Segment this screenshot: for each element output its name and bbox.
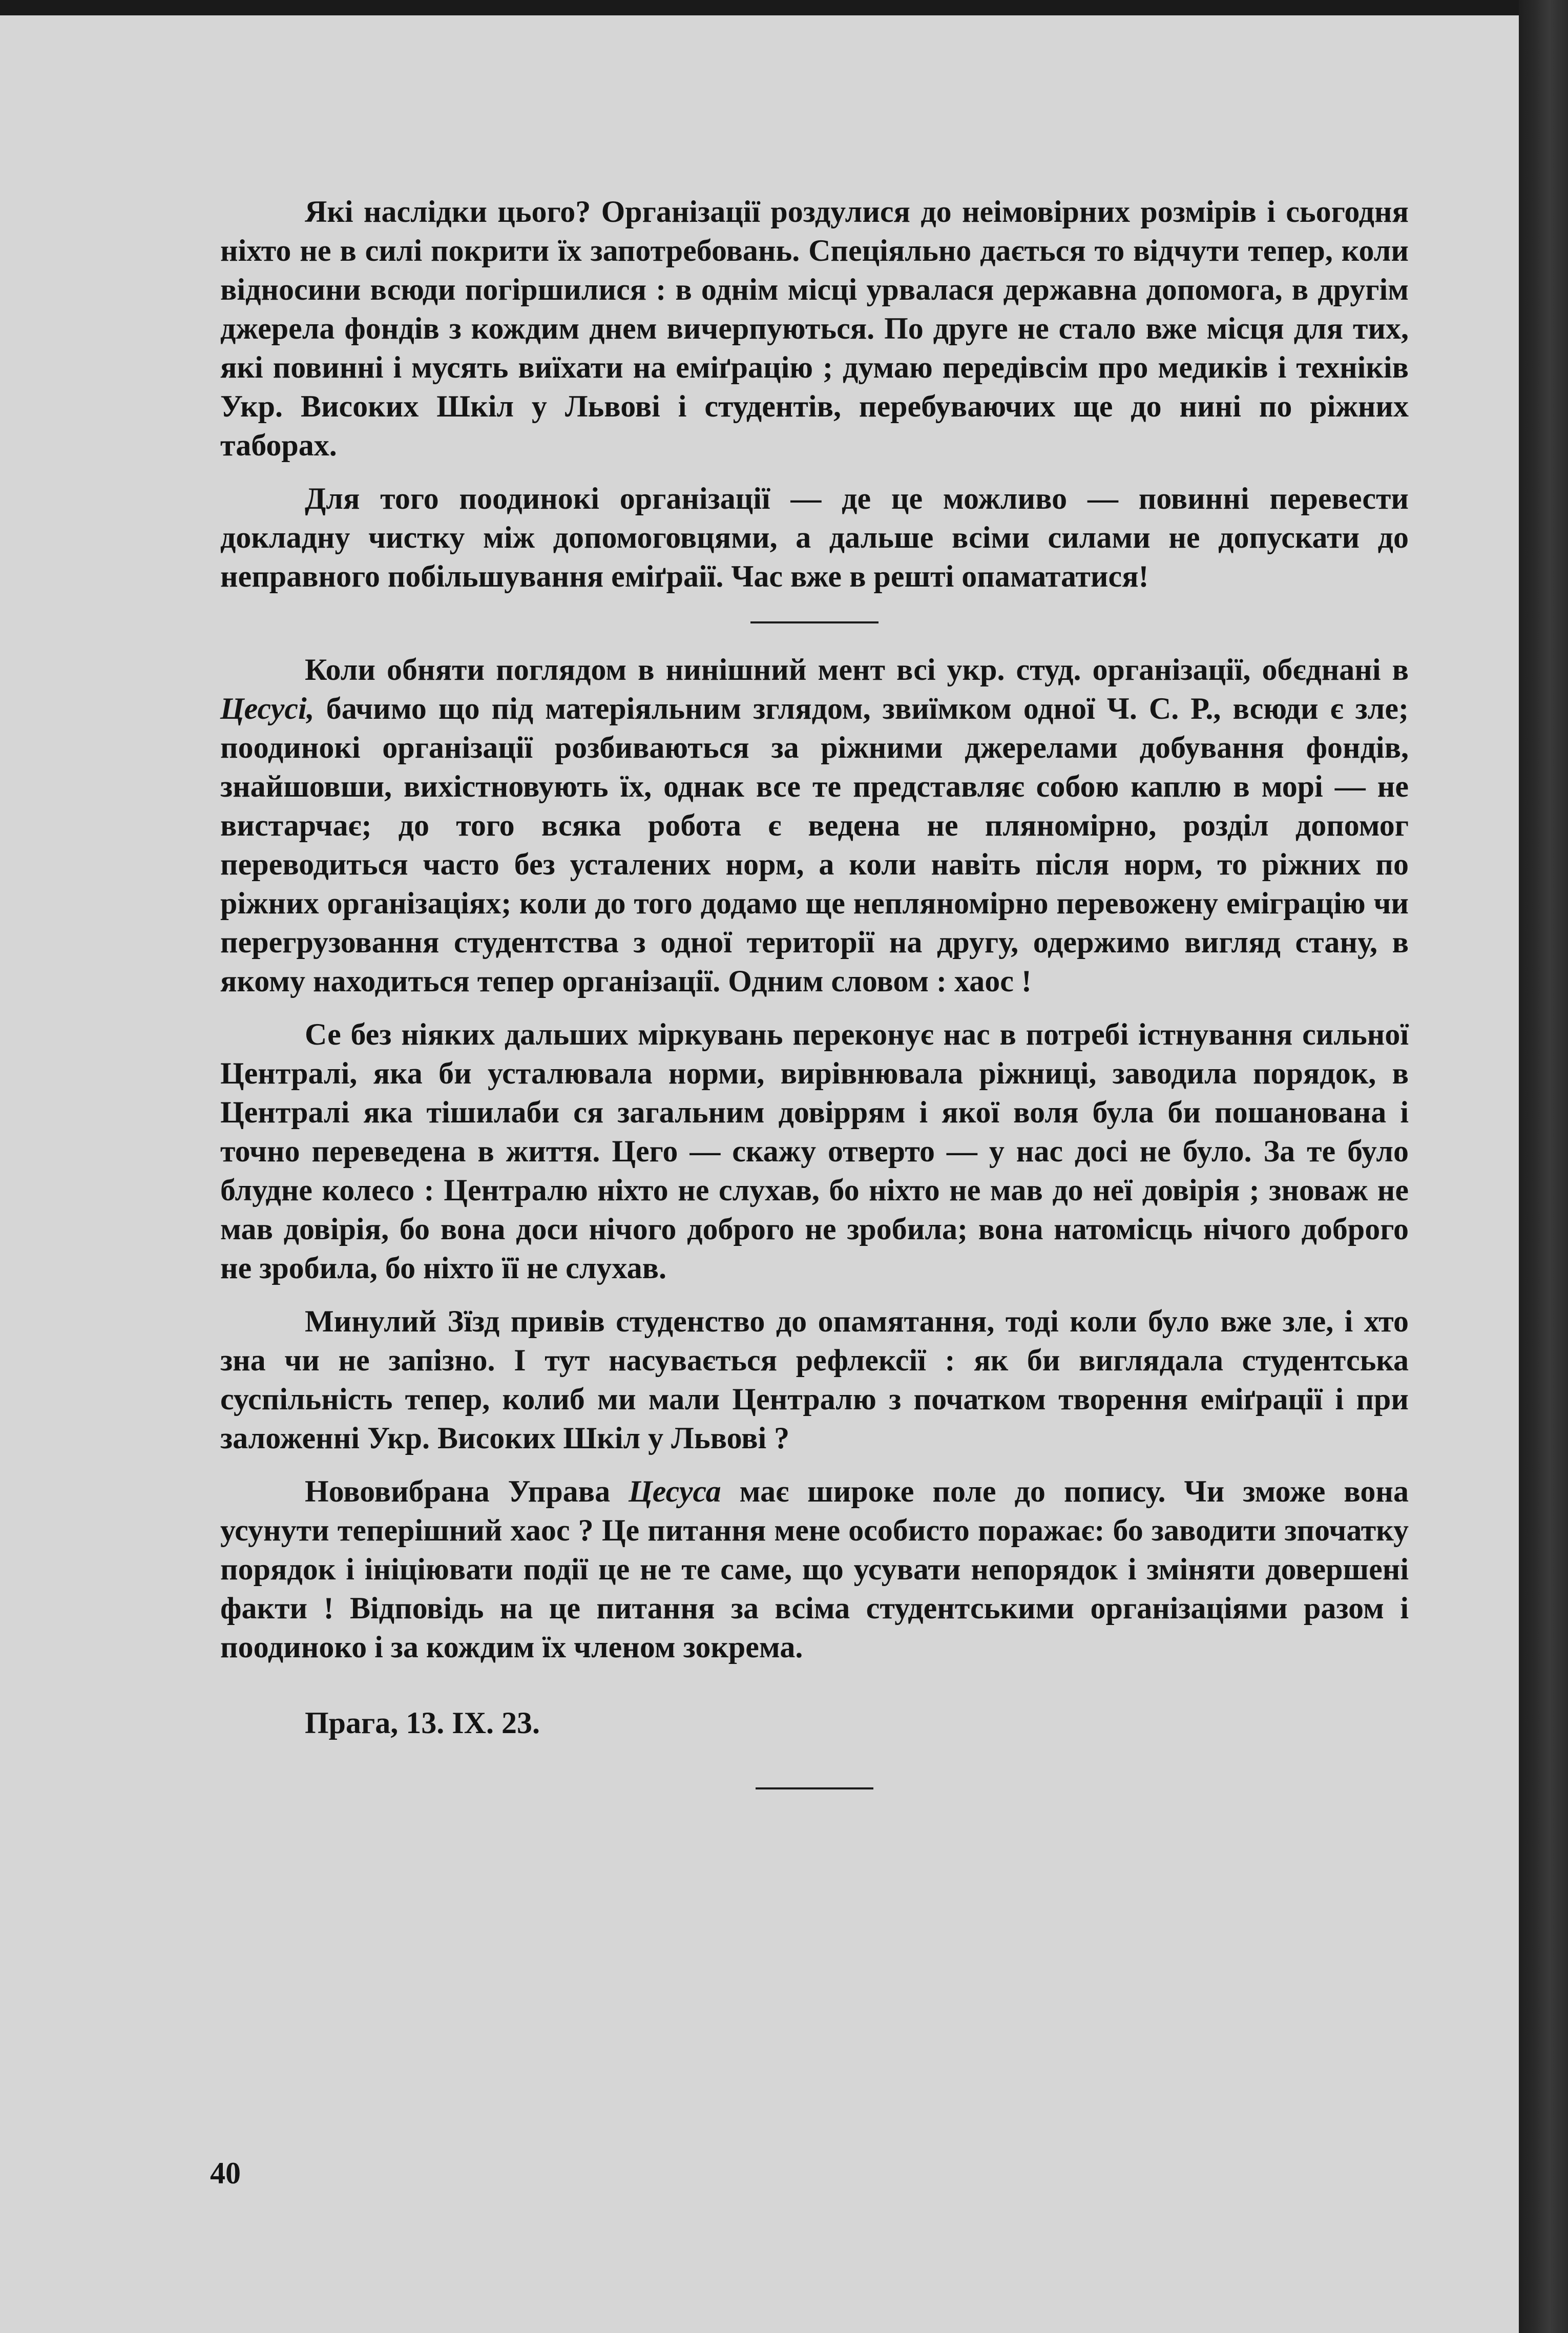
paragraph-3-emphasis: Цесусі,	[220, 692, 315, 725]
section-divider	[750, 621, 879, 623]
end-divider	[756, 1787, 873, 1789]
scan-edge	[1519, 0, 1568, 2333]
article-body	[220, 192, 1409, 1816]
paragraph-6-start: Нововибрана Управа	[305, 1474, 629, 1508]
place-date-signature: Прага, 13. IX. 23.	[305, 1706, 540, 1740]
document-page	[0, 15, 1519, 2333]
paragraph-4: Се без ніяких дальших міркувань переконує нас в потребі істнування сильної Централі, яка би усталювала норми, вирівнювала ріжниці, заводила порядок, в Централі яка тішилаби ся загальним довіррям і якої воля була би пошанована і точно переведена в життя. Цего — скажу отверто — у нас досі не було. За те було блудне колесо : Централю ніхто не слухав, бо ніхто не мав до неї довірія ; зноваж не мав довірія, бо вона доси нічого доброго не зробила; вона натомісць нічого доброго не зробила, бо ніхто її не слухав.	[220, 1017, 1409, 1285]
paragraph-6	[220, 1472, 1409, 1667]
paragraph-3-start: Коли обняти поглядом в нинішний мент всі укр. студ. організації, обєднані в	[305, 653, 1409, 686]
paragraph-6-emphasis: Цесуса	[629, 1474, 721, 1508]
paragraph-3-rest: бачимо що під матеріяльним зглядом, звиїмком одної Ч. С. Р., всюди є зле; поодинокі організації розбиваються за ріжними джерелами добування фондів, знайшовши, вихістновують їх, однак все те представляє собою каплю в морі — не вистарчає; до того всяка робота є ведена не пляномірно, розділ допомог переводиться часто без усталених норм, а коли навіть після норм, то ріжних по ріжних організаціях; коли до того додамо ще непляномірно перевожену еміграцію чи перегрузовання студентства з одної території на другу, одержимо вигляд стану, в якому находиться тепер організації. Одним словом : хаос !	[220, 692, 1409, 998]
paragraph-2: Для того поодинокі організації — де це можливо — повинні перевести докладну чистку між допомоговцями, а дальше всіми силами не допускати до неправного побільшування еміґраії. Час вже в решті опамататися!	[220, 482, 1409, 593]
paragraph-5: Минулий Зїзд привів студенство до опамятання, тоді коли було вже зле, і хто зна чи не запізно. І тут насувається рефлексії : як би виглядала студентська суспільність тепер, колиб ми мали Централю з початком творення еміґрації і при заложенні Укр. Високих Шкіл у Львові ?	[220, 1304, 1409, 1455]
paragraph-1: Які наслідки цього? Організації роздулися до неімовірних розмірів і сьогодня ніхто не в силі покрити їх запотребовань. Спеціяльно дається то відчути тепер, коли відносини всюди погіршилися : в однім місці урвалася державна допомога, в другім джерела фондів з кождим днем вичерпуються. По друге не стало вже місця для тих, які повинні і мусять виїхати на еміґрацію ; думаю передівсім про медиків і техніків Укр. Високих Шкіл у Львові і студентів, перебуваючих ще до нині по ріжних таборах.	[220, 195, 1409, 462]
paragraph-6-rest: має широке поле до попису. Чи зможе вона усунути теперішний хаос ? Це питання мене особисто поражає: бо заводити зпочатку порядок і ініціювати події це не те саме, що усувати непорядок і зміняти довершені факти ! Відповідь на це питання за всіма студентськими організаціями разом і поодиноко і за кождим їх членом зокрема.	[220, 1474, 1409, 1664]
paragraph-3	[220, 650, 1409, 1001]
page-number: 40	[210, 2156, 241, 2190]
